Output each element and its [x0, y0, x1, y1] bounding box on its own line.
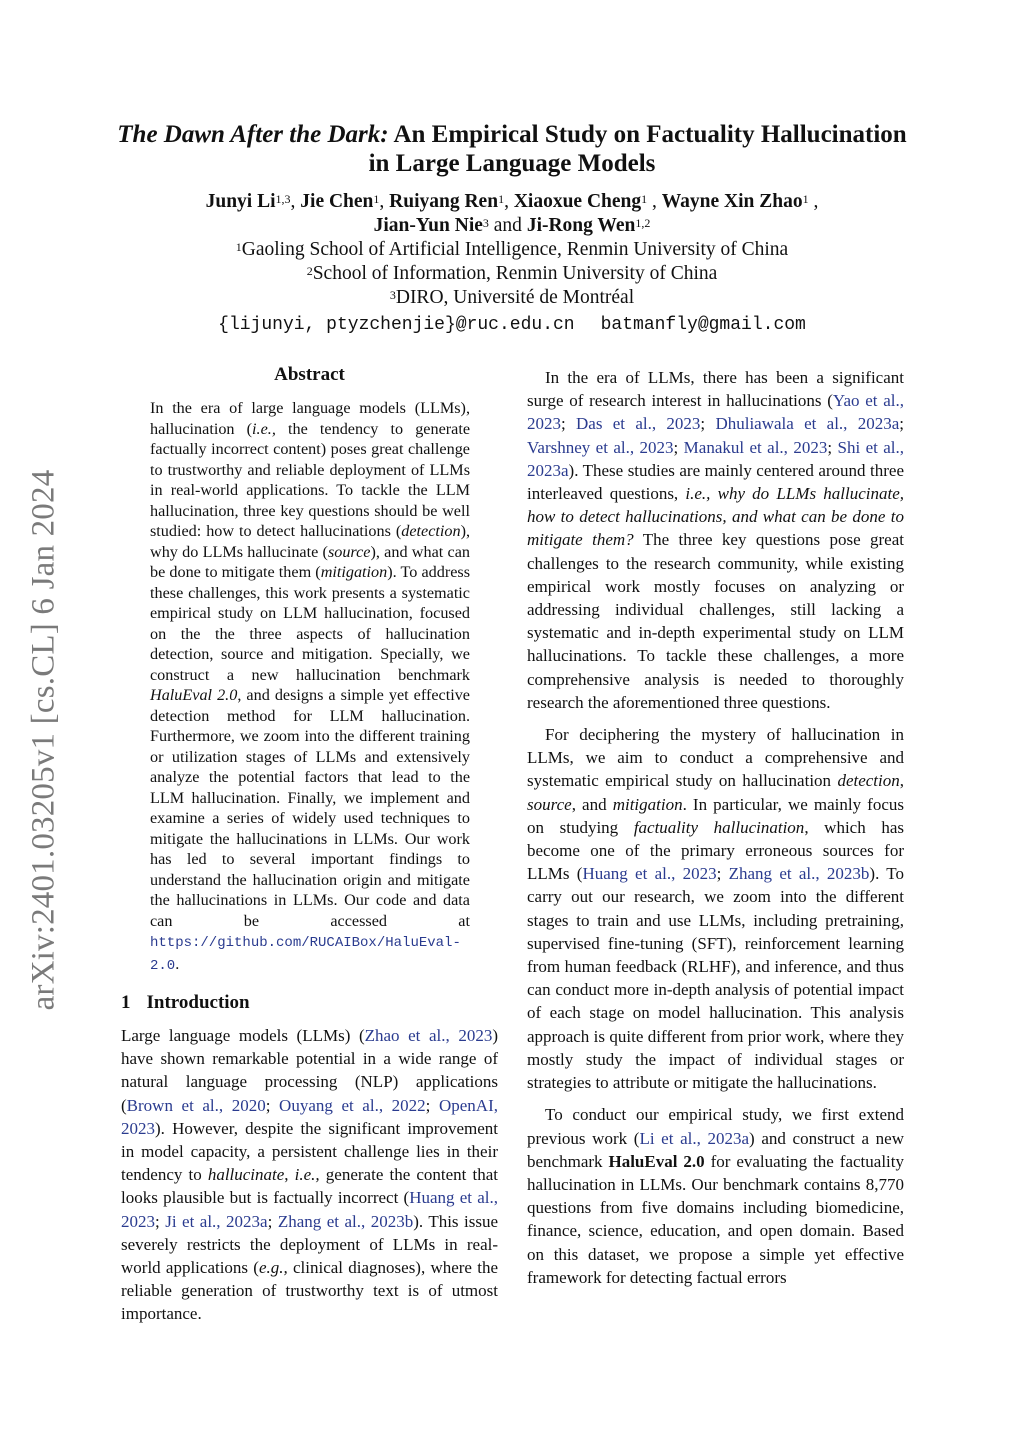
- left-column: [121, 364, 498, 1326]
- section-title: Introduction: [146, 992, 250, 1013]
- author-affil-mark: 1: [373, 192, 380, 206]
- author-affil-mark: 1: [498, 192, 505, 206]
- citation-link[interactable]: Shi et al., 2023a: [527, 437, 905, 480]
- affiliation-list: [100, 238, 924, 310]
- citation-link[interactable]: OpenAI, 2023: [121, 1095, 498, 1138]
- code-link[interactable]: https://github.com/RUCAIBox/HaluEval-2.0: [150, 935, 461, 974]
- citation-link[interactable]: Zhang et al., 2023b: [728, 864, 870, 884]
- arxiv-sidebar: [19, 440, 69, 1040]
- author-name: Junyi Li: [205, 191, 276, 212]
- citation-link[interactable]: Varshney et al., 2023: [527, 437, 674, 457]
- author-name: Jie Chen: [300, 191, 374, 212]
- author-name: Ji-Rong Wen: [526, 215, 636, 236]
- author-name: Jian-Yun Nie: [373, 215, 483, 236]
- title-second-line: in Large Language Models: [368, 150, 656, 177]
- author-affil-mark: 1,2: [635, 216, 651, 230]
- citation-link[interactable]: Huang et al., 2023: [121, 1188, 499, 1231]
- intro-paragraph-1: Large language models (LLMs) (Zhao et al., 2023) have shown remarkable potential in a wide range of natural language processing (NLP) applications (Brown et al., 2020; Ouyang et al., 2022; OpenAI, 2023). However, despite the significant improvement in model capacity, a persistent challenge lies in their tendency to hallucinate, i.e., generate the content that looks plausible but is factually incorrect (Huang et al., 2023; Ji et al., 2023a; Zhang et al., 2023b). This issue severely restricts the deployment of LLMs in real-world applications (e.g., clinical diagnoses), where the reliable generation of trustworthy text is of utmost importance.: [121, 1026, 499, 1324]
- and-word: and: [493, 215, 522, 236]
- affil-text: School of Information, Renmin University of China: [312, 263, 718, 284]
- affil-text: Gaoling School of Artificial Intelligence, Renmin University of China: [241, 239, 789, 260]
- right-column: [527, 366, 904, 1289]
- citation-link[interactable]: Li et al., 2023a: [639, 1128, 750, 1148]
- intro-paragraph-3: For deciphering the mystery of hallucination in LLMs, we aim to conduct a comprehensive and systematic empirical study on hallucination detection, source, and mitigation. In particular, we mainly focus on studying factuality hallucination, which has become one of the primary erroneous sources for LLMs (Huang et al., 2023; Zhang et al., 2023b). To carry out our research, we zoom into the different stages to train and use LLMs, including pretraining, supervised fine-tuning (SFT), reinforcement learning from human feedback (RLHF), and inference, and thus can conduct more in-depth analysis of potential impact of each stage on model hallucination. This analysis approach is quite different from prior work, where they mostly study the impact of individual stages or strategies to attribute or mitigate the hallucinations.: [527, 725, 905, 1093]
- author-name: Ruiyang Ren: [389, 191, 499, 212]
- affil-mark: 3: [389, 288, 396, 302]
- affiliation-line: [100, 238, 924, 262]
- author-list: Junyi Li$^{1,3}$, Jie Chen$^1$, Ruiyang Ren$^1$, Xiaoxue Cheng$^1$ , Wayne Xin Zhao$^1$ , Jian-Yun Nie$^3$ and Ji-Rong Wen$^{1,2}$: [205, 191, 819, 236]
- affil-mark: 1: [235, 240, 242, 254]
- citation-link[interactable]: Das et al., 2023: [576, 414, 701, 434]
- title-italic-part: The Dawn After the Dark:: [117, 121, 389, 148]
- citation-link[interactable]: Dhuliawala et al., 2023a: [715, 414, 900, 434]
- arxiv-identifier: arXiv:2401.03205v1 [cs.CL] 6 Jan 2024: [25, 469, 62, 1011]
- abstract-text: In the era of large language models (LLMs), hallucination (i.e., the tendency to generate factually incorrect content) poses great challenge to trustworthy and reliable deployment of LLMs in real-world applications. To tackle the LLM hallucination, three key questions should be well studied: how to detect hallucinations (detection), why do LLMs hallucinate (source), and what can be done to mitigate them (mitigation). To address these challenges, this work presents a systematic empirical study on LLM hallucination, focused on the the three aspects of hallucination detection, source and mitigation. Specially, we construct a new hallucination benchmark HaluEval 2.0, and designs a simple yet effective detection method for LLM hallucination. Furthermore, we zoom into the different training or utilization stages of LLMs and extensively analyze the potential factors that lead to the LLM hallucination. Finally, we implement and examine a series of widely used techniques to mitigate the hallucinations in LLMs. Our work has led to several important findings to understand the hallucination origin and mitigate the hallucinations in LLMs. Our code and data can be accessed at https://github.com/RUCAIBox/HaluEval-2.0.: [150, 399, 471, 974]
- section-heading-introduction: [121, 992, 498, 1014]
- citation-link[interactable]: Zhang et al., 2023b: [277, 1211, 414, 1231]
- author-affil-mark: 3: [482, 216, 489, 230]
- citation-link[interactable]: Brown et al., 2020: [126, 1095, 266, 1115]
- citation-link[interactable]: Ouyang et al., 2022: [279, 1095, 426, 1115]
- email-line: [100, 313, 924, 337]
- author-affil-mark: 1,3: [275, 192, 291, 206]
- citation-link[interactable]: Manakul et al., 2023: [683, 437, 828, 457]
- email-group: {lijunyi, ptyzchenjie}@ruc.edu.cn: [218, 315, 575, 335]
- abstract-heading: Abstract: [274, 364, 345, 385]
- paper-title: [100, 120, 924, 178]
- citation-link[interactable]: Ji et al., 2023a: [165, 1211, 268, 1231]
- affiliation-line: [100, 262, 924, 286]
- affiliation-line: [100, 286, 924, 310]
- citation-link[interactable]: Yao et al., 2023: [527, 391, 904, 434]
- author-affil-mark: 1: [802, 192, 809, 206]
- citation-link[interactable]: Huang et al., 2023: [582, 864, 717, 884]
- affil-text: DIRO, Université de Montréal: [395, 287, 635, 308]
- email-address: batmanfly@gmail.com: [600, 315, 806, 335]
- author-affil-mark: 1: [641, 192, 648, 206]
- affil-mark: 2: [306, 264, 313, 278]
- intro-paragraph-2: In the era of LLMs, there has been a significant surge of research interest in hallucinations (Yao et al., 2023; Das et al., 2023; Dhuliawala et al., 2023a; Varshney et al., 2023; Manakul et al., 2023; Shi et al., 2023a). These studies are mainly centered around three interleaved questions, i.e., why do LLMs hallucinate, how to detect hallucinations, and what can be done to mitigate them? The three key questions pose great challenges to the research community, while existing empirical work mostly focuses on analyzing or addressing individual challenges, still lacking a systematic and in-depth experimental study on LLM hallucinations. To tackle these challenges, a more comprehensive analysis is needed to thoroughly research the aforementioned three questions.: [527, 368, 905, 712]
- section-number: 1: [121, 992, 131, 1013]
- intro-paragraph-4: To conduct our empirical study, we first extend previous work (Li et al., 2023a) and construct a new benchmark HaluEval 2.0 for evaluating the factuality hallucination in LLMs. Our benchmark contains 8,770 questions from five domains including biomedicine, finance, science, education, and open domain. Based on this dataset, we propose a simple yet effective framework for detecting factual errors: [527, 1105, 904, 1287]
- author-name: Xiaoxue Cheng: [513, 191, 642, 212]
- title-main-part: An Empirical Study on Factuality Hallucination: [388, 121, 907, 148]
- author-name: Wayne Xin Zhao: [661, 191, 803, 212]
- citation-link[interactable]: Zhao et al., 2023: [364, 1026, 493, 1045]
